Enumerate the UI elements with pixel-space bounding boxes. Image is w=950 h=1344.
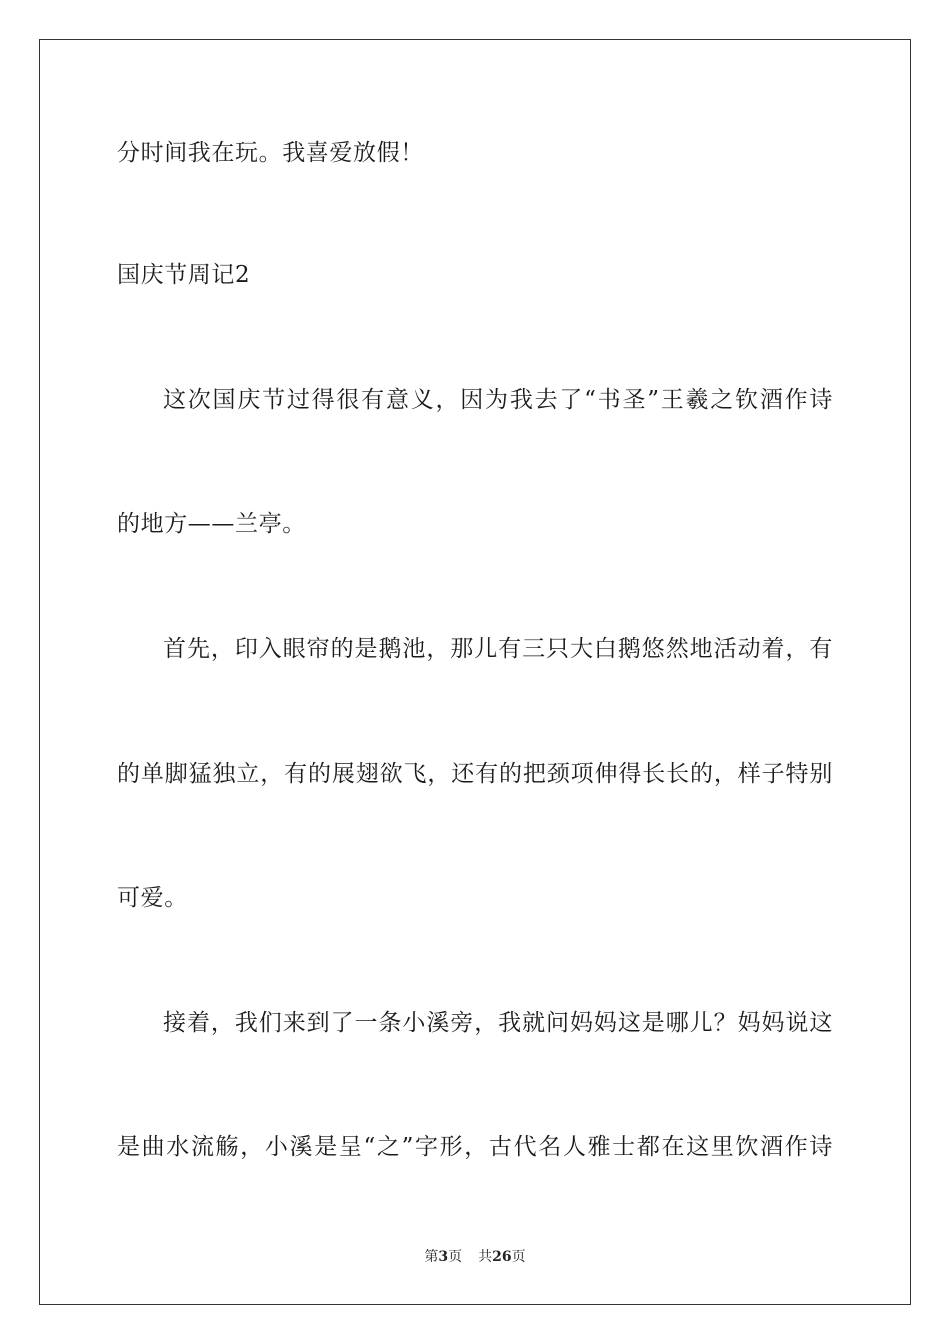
- total-suffix: 页: [511, 1249, 526, 1265]
- page-number: 3: [438, 1249, 449, 1265]
- page-border: [39, 39, 911, 1305]
- total-pages: 26: [492, 1249, 512, 1265]
- paragraph-line: 首先，印入眼帘的是鹅池，那儿有三只大白鹅悠然地活动着，有: [163, 636, 833, 662]
- paragraph-line: 可爱。: [117, 885, 188, 911]
- page-prefix: 第: [424, 1249, 439, 1265]
- paragraph-line: 的地方——兰亭。: [117, 511, 306, 537]
- section-heading: 国庆节周记2: [117, 262, 251, 288]
- total-prefix: 共: [478, 1249, 493, 1265]
- paragraph-line: 是曲水流觞，小溪是呈“之”字形，古代名人雅士都在这里饮酒作诗: [117, 1134, 833, 1160]
- page-suffix: 页: [448, 1249, 463, 1265]
- paragraph-line: 分时间我在玩。我喜爱放假！: [117, 140, 424, 166]
- paragraph-line: 接着，我们来到了一条小溪旁，我就问妈妈这是哪儿？妈妈说这: [163, 1010, 833, 1036]
- page-footer: [0, 1248, 950, 1266]
- paragraph-line: 这次国庆节过得很有意义，因为我去了“书圣”王羲之钦酒作诗: [163, 387, 833, 413]
- paragraph-line: 的单脚猛独立，有的展翅欲飞，还有的把颈项伸得长长的，样子特别: [117, 761, 833, 787]
